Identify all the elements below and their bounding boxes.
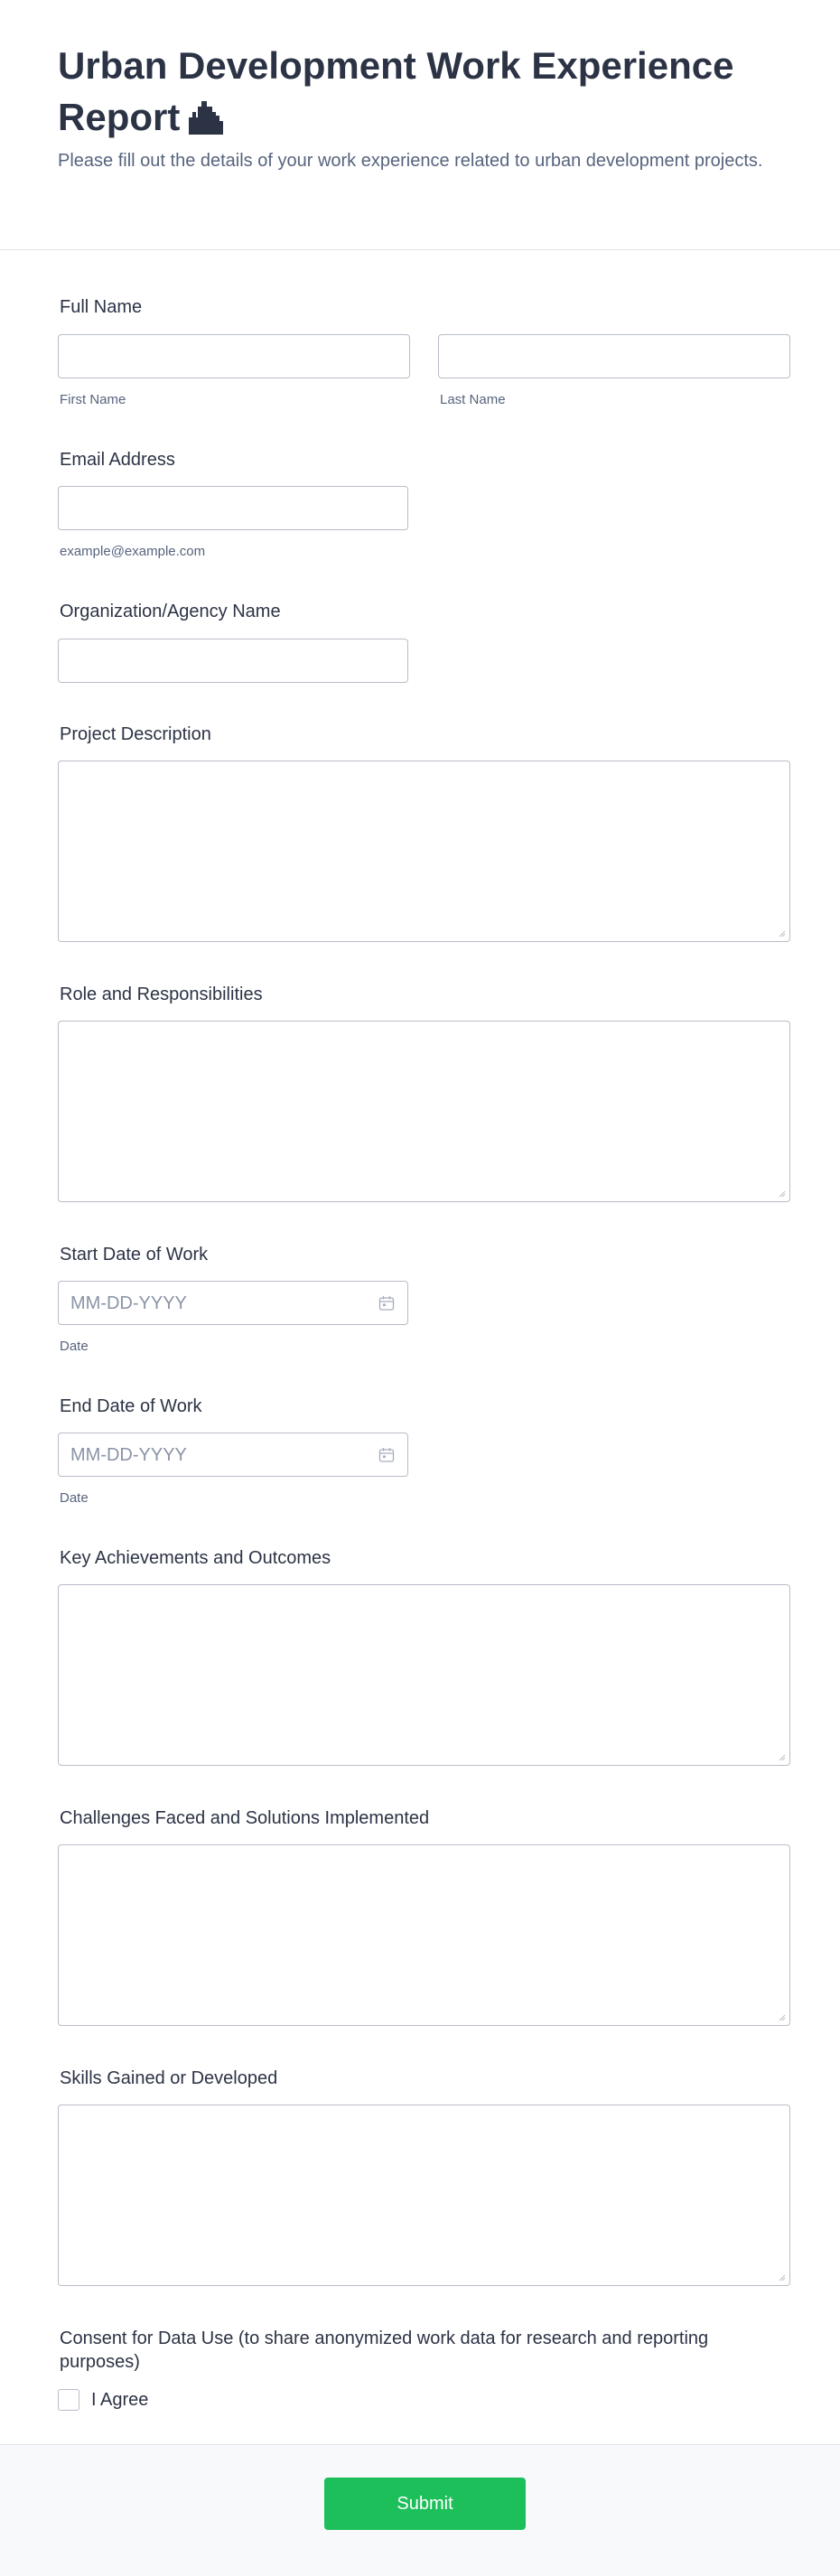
start-date-sublabel: Date: [60, 1339, 89, 1354]
email-label: Email Address: [60, 450, 175, 470]
calendar-icon[interactable]: [378, 1295, 395, 1311]
page-title-text: Urban Development Work Experience Report: [58, 44, 734, 138]
organization-input[interactable]: [58, 639, 408, 683]
resize-grip-icon[interactable]: [777, 2012, 786, 2021]
skills-textarea[interactable]: [58, 2105, 790, 2286]
full-name-label: Full Name: [60, 297, 143, 317]
consent-option-label[interactable]: I Agree: [91, 2390, 149, 2410]
challenges-label: Challenges Faced and Solutions Implemented: [60, 1808, 430, 1828]
city-buildings-icon: [187, 97, 225, 148]
submit-button[interactable]: Submit: [324, 2478, 526, 2530]
role-label: Role and Responsibilities: [60, 985, 263, 1004]
last-name-sublabel: Last Name: [440, 392, 506, 407]
calendar-icon[interactable]: [378, 1447, 395, 1463]
resize-grip-icon[interactable]: [777, 2273, 786, 2282]
end-date-sublabel: Date: [60, 1490, 89, 1506]
form-header: [0, 0, 840, 250]
email-input[interactable]: [58, 486, 408, 530]
end-date-placeholder: MM-DD-YYYY: [70, 1445, 187, 1465]
achievements-textarea[interactable]: [58, 1584, 790, 1766]
start-date-input[interactable]: [58, 1281, 408, 1325]
project-description-textarea[interactable]: [58, 761, 790, 942]
organization-label: Organization/Agency Name: [60, 602, 281, 621]
challenges-textarea[interactable]: [58, 1844, 790, 2026]
end-date-label: End Date of Work: [60, 1396, 202, 1416]
achievements-label: Key Achievements and Outcomes: [60, 1548, 331, 1568]
start-date-label: Start Date of Work: [60, 1245, 209, 1265]
page-title: [58, 40, 798, 148]
page-subtitle: Please fill out the details of your work experience related to urban development projects.: [58, 151, 763, 171]
first-name-sublabel: First Name: [60, 392, 126, 407]
email-sublabel: example@example.com: [60, 544, 206, 559]
start-date-placeholder: MM-DD-YYYY: [70, 1293, 187, 1313]
end-date-input[interactable]: [58, 1433, 408, 1477]
resize-grip-icon[interactable]: [777, 929, 786, 938]
resize-grip-icon[interactable]: [777, 1752, 786, 1761]
role-textarea[interactable]: [58, 1021, 790, 1202]
project-description-label: Project Description: [60, 724, 211, 744]
skills-label: Skills Gained or Developed: [60, 2068, 278, 2088]
last-name-input[interactable]: [438, 334, 790, 378]
consent-checkbox[interactable]: [58, 2389, 79, 2411]
resize-grip-icon[interactable]: [777, 1189, 786, 1198]
consent-label: Consent for Data Use (to share anonymized work data for research and reporting purposes): [60, 2329, 709, 2372]
first-name-input[interactable]: [58, 334, 410, 378]
